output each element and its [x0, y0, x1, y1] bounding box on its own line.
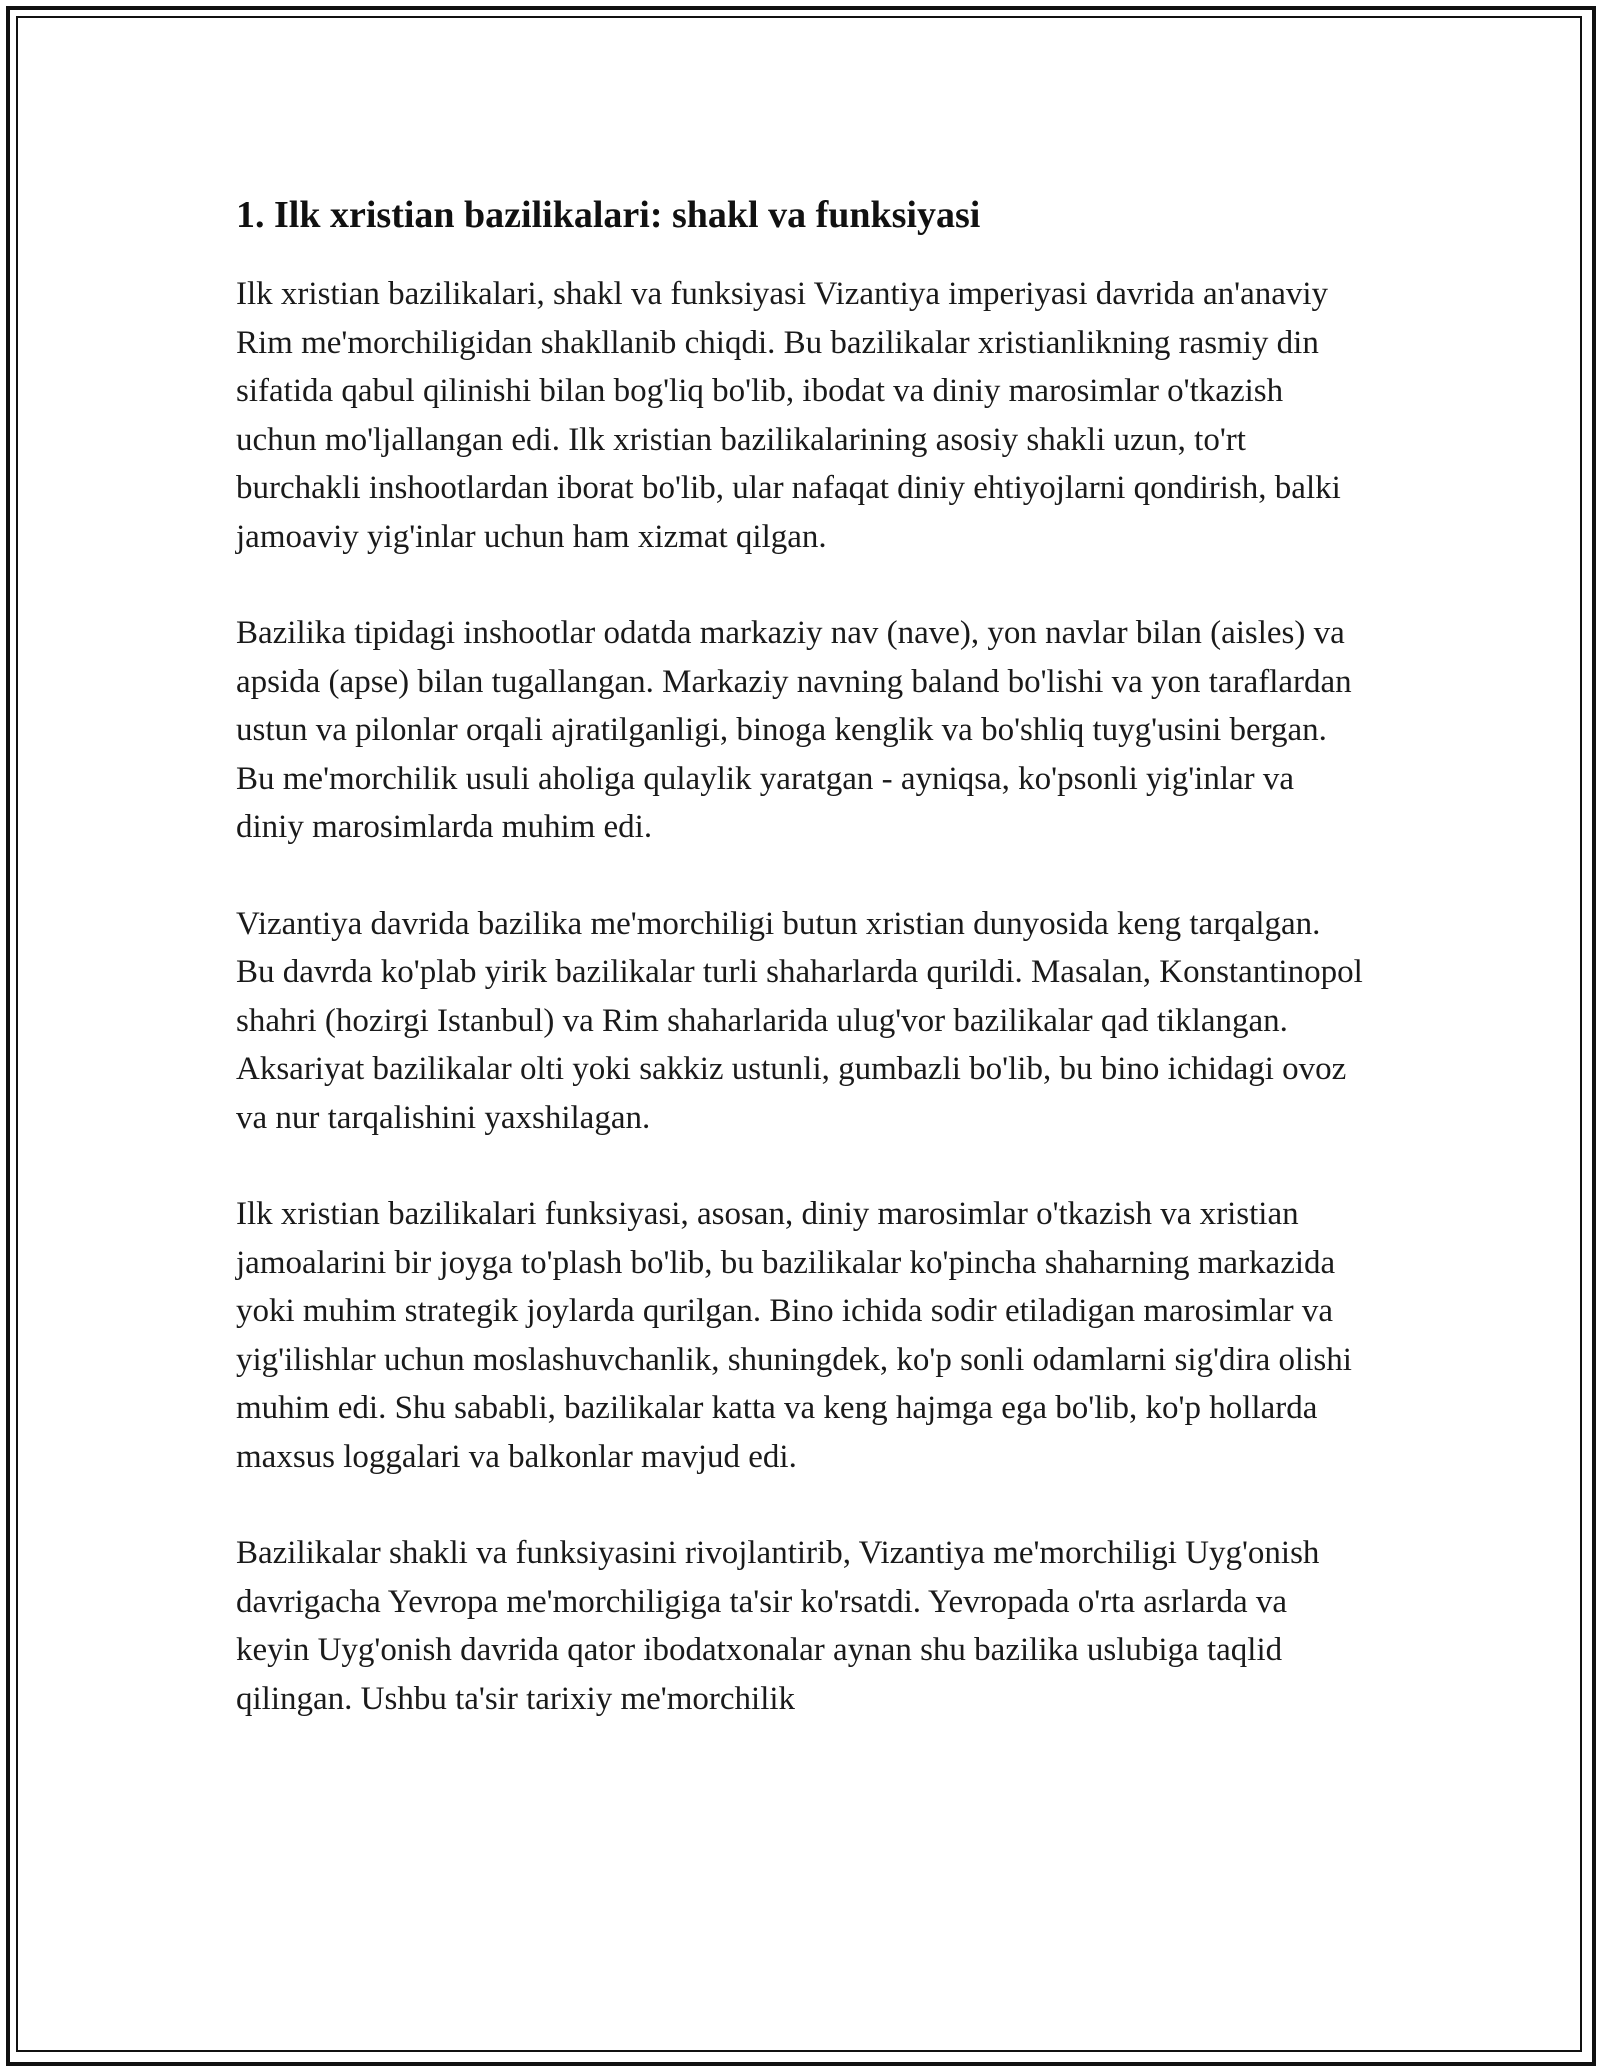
document-page — [236, 186, 1366, 1771]
paragraph-3: Vizantiya davrida bazilika me'morchiligi butun xristian dunyosida keng tarqalgan. Bu davrda ko'plab yirik bazilikalar turli shaharlarda qurildi. Masalan, Konstantinopol shahri (hozirgi Istanbul) va Rim shaharlarida ulug'vor bazilikalar qad tiklangan. Aksariyat bazilikalar olti yoki sakkiz ustunli, gumbazli bo'lib, bu bino ichidagi ovoz va nur tarqalishini yaxshilagan. — [236, 905, 1363, 1136]
paragraph-1: Ilk xristian bazilikalari, shakl va funksiyasi Vizantiya imperiyasi davrida an'anaviy Rim me'morchiligidan shakllanib chiqdi. Bu bazilikalar xristianlikning rasmiy din sifatida qabul qilinishi bilan bog'liq bo'lib, ibodat va diniy marosimlar o'tkazish uchun mo'ljallangan edi. Ilk xristian bazilikalarining asosiy shakli uzun, to'rt burchakli inshootlardan iborat bo'lib, ular nafaqat diniy ehtiyojlarni qondirish, balki jamoaviy yig'inlar uchun ham xizmat qilgan. — [236, 276, 1341, 555]
section-heading: 1. Ilk xristian bazilikalari: shakl va funksiyasi — [236, 194, 981, 236]
paragraph-4: Ilk xristian bazilikalari funksiyasi, asosan, diniy marosimlar o'tkazish va xristian jamoalarini bir joyga to'plash bo'lib, bu bazilikalar ko'pincha shaharning markazida yoki muhim strategik joylarda qurilgan. Bino ichida sodir etiladigan marosimlar va yig'ilishlar uchun moslashuvchanlik, shuningdek, ko'p sonli odamlarni sig'dira olishi muhim edi. Shu sababli, bazilikalar katta va keng hajmga ega bo'lib, ko'p hollarda maxsus loggalari va balkonlar mavjud edi. — [236, 1196, 1352, 1475]
paragraph-5: Bazilikalar shakli va funksiyasini rivojlantirib, Vizantiya me'morchiligi Uyg'onish davrigacha Yevropa me'morchiligiga ta'sir ko'rsatdi. Yevropada o'rta asrlarda va keyin Uyg'onish davrida qator ibodatxonalar aynan shu bazilika uslubiga taqlid qilingan. Ushbu ta'sir tarixiy me'morchilik — [236, 1535, 1320, 1717]
paragraph-2: Bazilika tipidagi inshootlar odatda markaziy nav (nave), yon navlar bilan (aisles) va apsida (apse) bilan tugallangan. Markaziy navning baland bo'lishi va yon taraflardan ustun va pilonlar orqali ajratilganligi, binoga kenglik va bo'shliq tuyg'usini bergan. Bu me'morchilik usuli aholiga qulaylik yaratgan - ayniqsa, ko'psonli yig'inlar va diniy marosimlarda muhim edi. — [236, 615, 1352, 845]
